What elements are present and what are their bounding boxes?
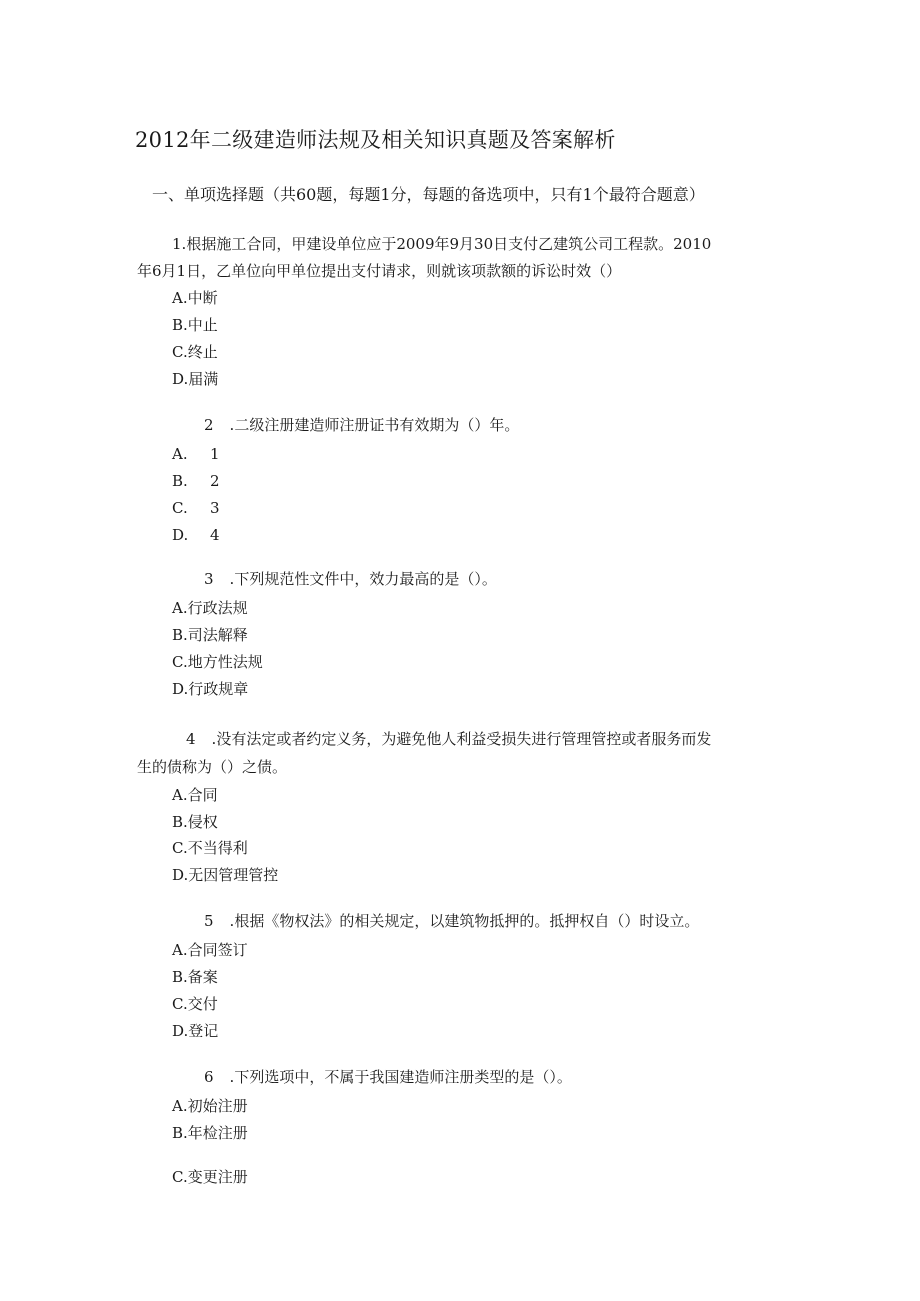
question-2-option-a: A. 1 bbox=[172, 445, 220, 463]
question-3-text: .下列规范性文件中，效力最高的是（）。 bbox=[229, 570, 497, 588]
question-5-line-1 bbox=[204, 908, 699, 935]
question-4-line-1 bbox=[186, 726, 711, 753]
question-2-option-c: C. 3 bbox=[172, 499, 220, 517]
question-4-option-d: D.无因管理管控 bbox=[172, 866, 279, 884]
question-5-option-c: C.交付 bbox=[172, 995, 218, 1013]
question-5-option-b: B.备案 bbox=[172, 968, 218, 986]
question-3-option-c: C.地方性法规 bbox=[172, 653, 263, 671]
question-5-option-a: A.合同签订 bbox=[172, 941, 248, 959]
question-6-text: .下列选项中，不属于我国建造师注册类型的是（）。 bbox=[229, 1068, 572, 1086]
question-4-number: 4 bbox=[186, 730, 196, 748]
question-6-option-a: A.初始注册 bbox=[172, 1097, 248, 1115]
question-5-number: 5 bbox=[204, 912, 214, 930]
question-4-option-b: B.侵权 bbox=[172, 813, 218, 831]
question-1-option-a: A.中断 bbox=[172, 289, 218, 307]
question-1-number: 1. bbox=[172, 235, 187, 253]
document-title: 2012年二级建造师法规及相关知识真题及答案解析 bbox=[135, 128, 616, 152]
question-3-option-d: D.行政规章 bbox=[172, 680, 249, 698]
question-1-option-b: B.中止 bbox=[172, 316, 218, 334]
question-1-line-2: 年6月1日，乙单位向甲单位提出支付请求，则就该项款额的诉讼时效（） bbox=[137, 262, 622, 280]
question-4-line-2: 生的债称为（）之债。 bbox=[137, 758, 288, 776]
question-6-option-b: B.年检注册 bbox=[172, 1124, 248, 1142]
question-6-number: 6 bbox=[204, 1068, 214, 1086]
section-heading: 一、单项选择题（共60题，每题1分，每题的备选项中，只有1个最符合题意） bbox=[152, 185, 705, 204]
question-1-text: 根据施工合同，甲建设单位应于2009年9月30日支付乙建筑公司工程款。2010 bbox=[186, 235, 712, 253]
question-4-text: .没有法定或者约定义务，为避免他人利益受损失进行管理管控或者服务而发 bbox=[211, 730, 712, 748]
question-3-line-1 bbox=[204, 566, 497, 593]
question-4-option-a: A.合同 bbox=[172, 786, 218, 804]
question-6-option-c: C.变更注册 bbox=[172, 1168, 248, 1186]
question-2-option-d: D. 4 bbox=[172, 526, 220, 544]
question-1-line-1 bbox=[172, 231, 711, 258]
question-2-line-1 bbox=[204, 412, 519, 439]
question-5-option-d: D.登记 bbox=[172, 1022, 219, 1040]
question-2-option-b: B. 2 bbox=[172, 472, 220, 490]
question-1-option-d: D.届满 bbox=[172, 370, 219, 388]
question-5-text: .根据《物权法》的相关规定，以建筑物抵押的。抵押权自（）时设立。 bbox=[229, 912, 700, 930]
question-4-option-c: C.不当得利 bbox=[172, 839, 248, 857]
question-1-option-c: C.终止 bbox=[172, 343, 218, 361]
question-3-number: 3 bbox=[204, 570, 214, 588]
question-2-text: .二级注册建造师注册证书有效期为（）年。 bbox=[229, 416, 520, 434]
question-3-option-a: A.行政法规 bbox=[172, 599, 248, 617]
question-3-option-b: B.司法解释 bbox=[172, 626, 248, 644]
question-2-number: 2 bbox=[204, 416, 214, 434]
question-6-line-1 bbox=[204, 1064, 572, 1091]
